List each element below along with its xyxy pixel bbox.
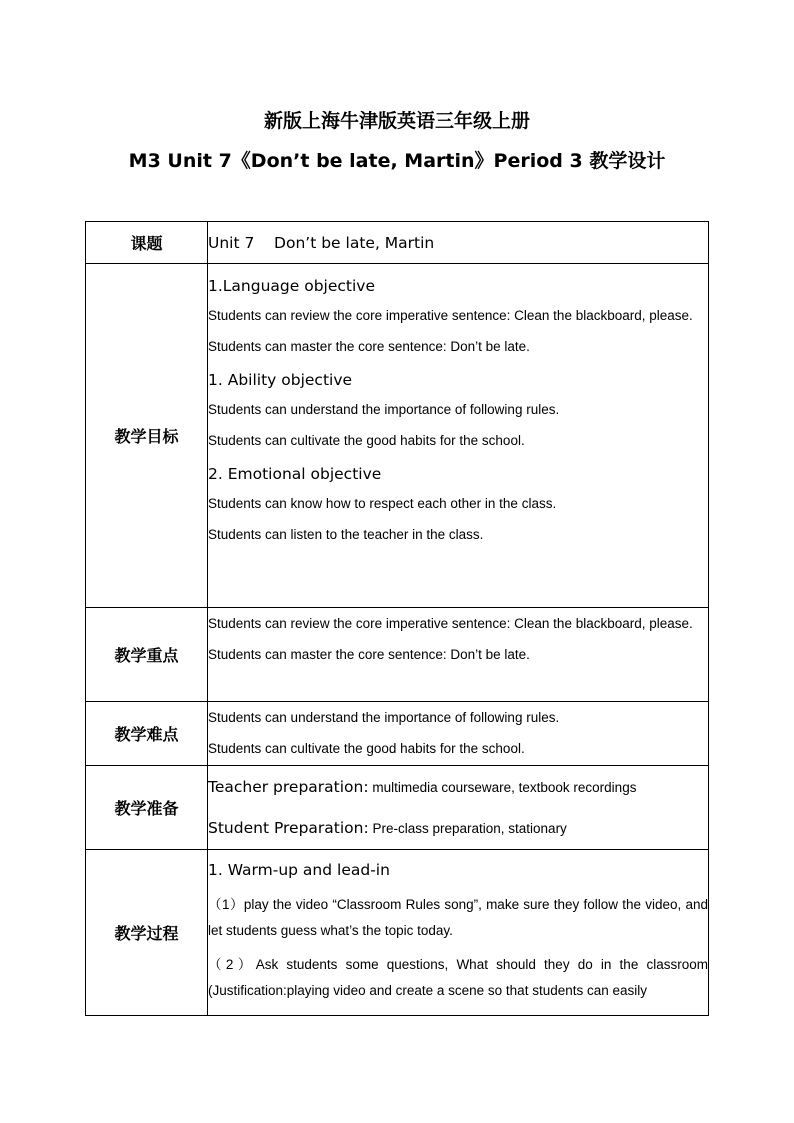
difficulty-1: Students can understand the importance of following rules.	[208, 710, 560, 725]
key-points-cell	[208, 608, 709, 702]
document-title: 新版上海牛津版英语三年级上册	[263, 110, 530, 132]
key-point-2: Students can master the core sentence: Don’t be late.	[208, 647, 530, 662]
teacher-preparation	[208, 767, 708, 808]
preparation-label: 教学准备	[86, 766, 208, 850]
process-step-1: （1）play the video “Classroom Rules song”, make sure they follow the video, and let students guess what’s the topic today.	[208, 897, 708, 938]
table-row-preparation	[86, 766, 709, 850]
emotional-objective-heading: 2. Emotional objective	[208, 465, 382, 483]
document-subtitle: M3 Unit 7《Don’t be late, Martin》Period 3 教学设计	[128, 150, 666, 172]
difficulties-label: 教学难点	[86, 702, 208, 766]
table-row-difficulties	[86, 702, 709, 766]
topic-cell	[208, 222, 709, 264]
difficulty-2: Students can cultivate the good habits for the school.	[208, 741, 525, 756]
key-point-1: Students can review the core imperative sentence: Clean the blackboard, please.	[208, 616, 693, 631]
key-points-label: 教学重点	[86, 608, 208, 702]
ability-objective-2: Students can cultivate the good habits for the school.	[208, 433, 525, 448]
lesson-plan-table	[85, 221, 709, 1016]
language-objective-heading: 1.Language objective	[208, 277, 375, 295]
student-preparation	[208, 808, 708, 849]
teacher-preparation-label: Teacher preparation:	[208, 777, 369, 796]
table-row-topic	[86, 222, 709, 264]
process-cell	[208, 850, 709, 1016]
process-heading: 1. Warm-up and lead-in	[208, 861, 390, 879]
emotional-objective-2: Students can listen to the teacher in the class.	[208, 527, 484, 542]
topic-value: Unit 7 Don’t be late, Martin	[208, 233, 435, 252]
preparation-cell	[208, 766, 709, 850]
ability-objective-heading: 1. Ability objective	[208, 371, 353, 389]
objectives-label: 教学目标	[86, 264, 208, 608]
teacher-preparation-value: multimedia courseware, textbook recordings	[368, 779, 637, 795]
objectives-cell	[208, 264, 709, 608]
language-objective-1: Students can review the core imperative sentence: Clean the blackboard, please.	[208, 308, 693, 323]
emotional-objective-1: Students can know how to respect each other in the class.	[208, 496, 557, 511]
student-preparation-value: Pre-class preparation, stationary	[368, 820, 567, 836]
ability-objective-1: Students can understand the importance of following rules.	[208, 402, 560, 417]
difficulties-cell	[208, 702, 709, 766]
student-preparation-label: Student Preparation:	[208, 818, 369, 837]
process-step-2: （2）Ask students some questions, What should they do in the classroom (Justification:playing video and create a scene so that students can easily	[208, 957, 708, 998]
table-row-objectives	[86, 264, 709, 608]
table-row-key-points	[86, 608, 709, 702]
topic-label: 课题	[86, 222, 208, 264]
language-objective-2: Students can master the core sentence: Don’t be late.	[208, 339, 530, 354]
table-row-process	[86, 850, 709, 1016]
process-label: 教学过程	[86, 850, 208, 1016]
